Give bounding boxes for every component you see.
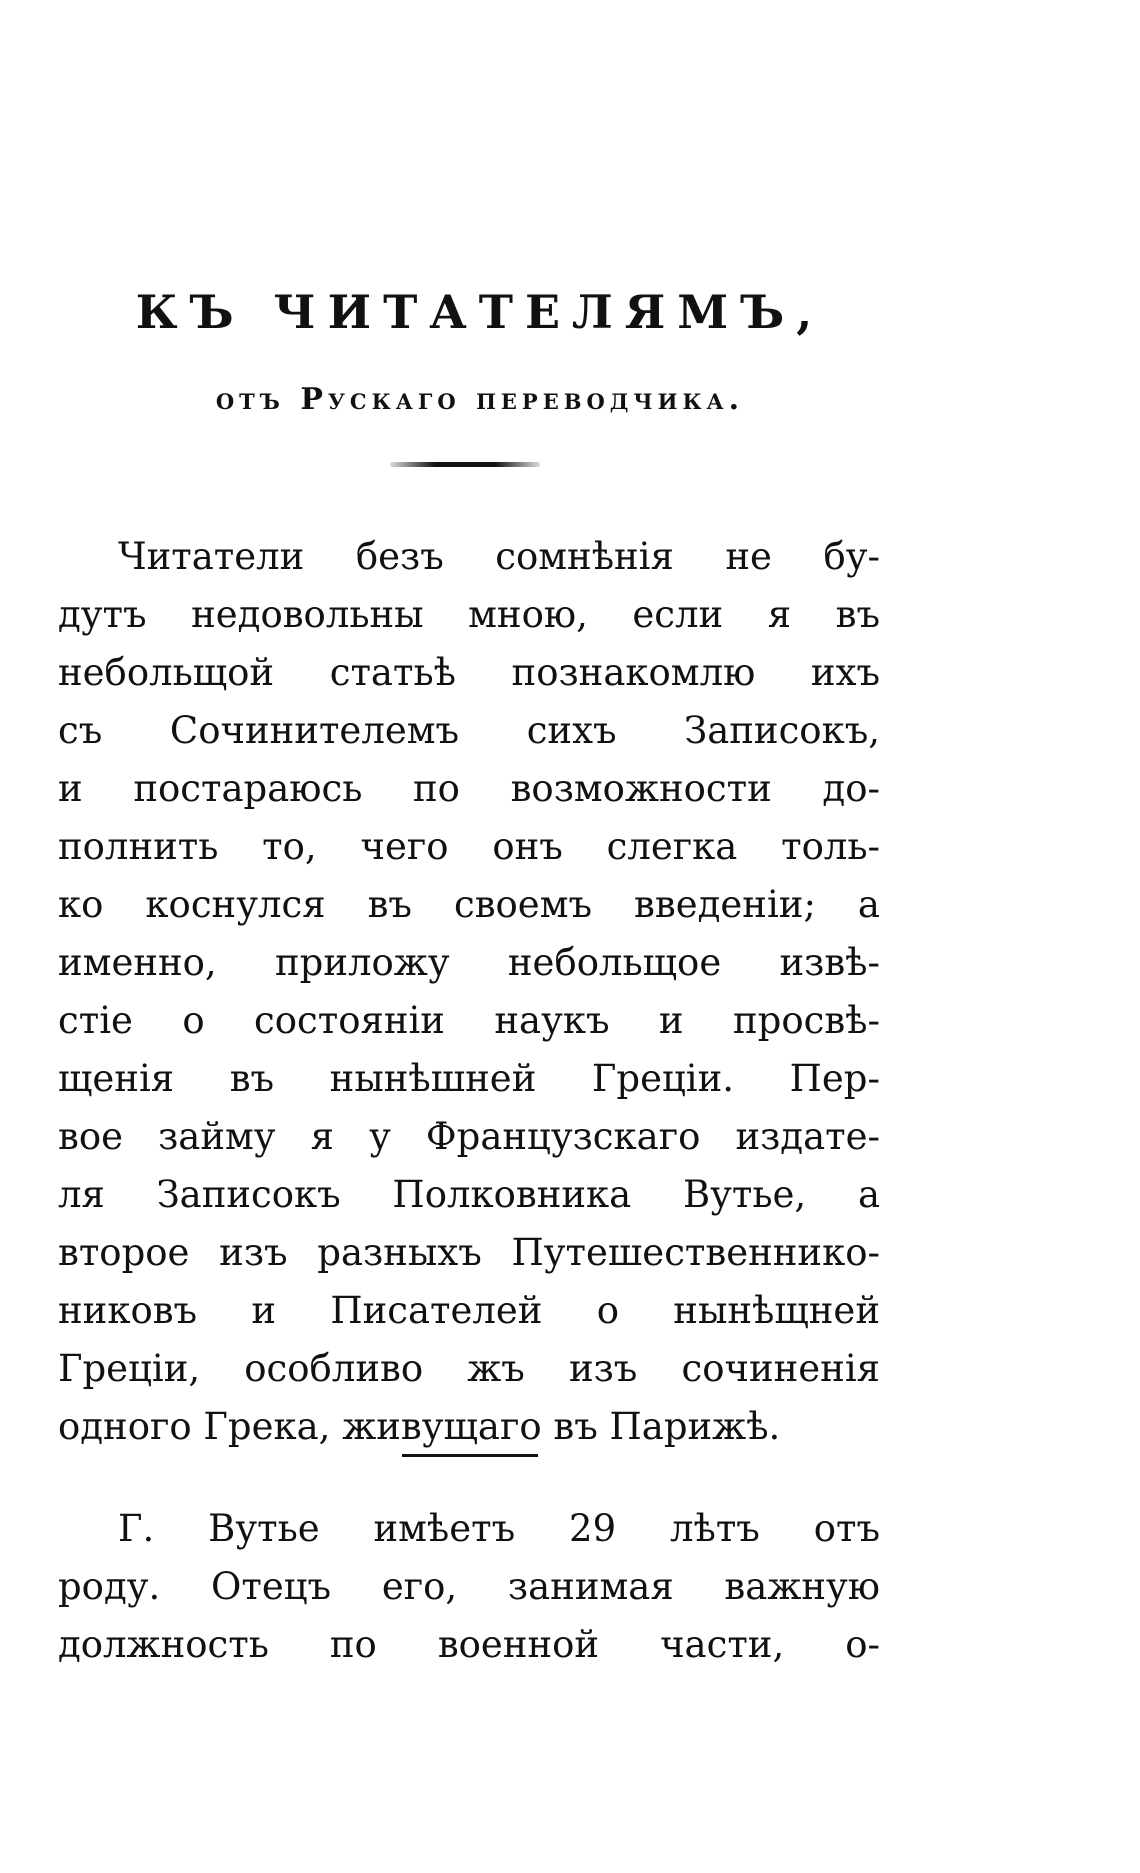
text-line: никовъ и Писателей о нынѣщней: [58, 1289, 880, 1332]
text-line: небольщой статьѣ познакомлю ихъ: [58, 651, 880, 694]
text-line: ко коснулся въ своемъ введеніи; а: [58, 883, 880, 926]
paragraph-2: [58, 1500, 880, 1674]
text-line: Г. Вутье имѣетъ 29 лѣтъ отъ: [118, 1507, 880, 1550]
text-line: полнить то, чего онъ слегка толь-: [58, 825, 880, 868]
text-line: должность по военной части, о-: [58, 1623, 880, 1666]
text-line: ля Записокъ Полковника Вутье, а: [58, 1173, 880, 1216]
text-line: Читатели безъ сомнѣнія не бу-: [118, 535, 880, 578]
text-line: второе изъ разныхъ Путешественнико-: [58, 1231, 880, 1274]
section-divider: [402, 1454, 538, 1457]
ornamental-divider: [390, 462, 540, 467]
text-line: дутъ недовольны мною, если я въ: [58, 593, 880, 636]
page-title: КЪ ЧИТАТЕЛЯМЪ,: [135, 285, 825, 339]
text-line: и постараюсь по возможности до-: [58, 767, 880, 810]
text-line: роду. Отецъ его, занимая важную: [58, 1565, 880, 1608]
text-line: Греціи, особливо жъ изъ сочиненія: [58, 1347, 880, 1390]
text-line: вое займу я у Французскаго издате-: [58, 1115, 880, 1158]
text-line: съ Сочинителемъ сихъ Записокъ,: [58, 709, 880, 752]
text-line: одного Грека, живущаго въ Парижѣ.: [58, 1405, 781, 1448]
page-subtitle: отъ Рускаго переводчика.: [215, 382, 745, 417]
text-line: именно, приложу небольщое извѣ-: [58, 941, 880, 984]
paragraph-1: [58, 528, 880, 1456]
text-line: щенія въ нынѣшней Греціи. Пер-: [58, 1057, 880, 1100]
text-line: стіе о состояніи наукъ и просвѣ-: [58, 999, 880, 1042]
